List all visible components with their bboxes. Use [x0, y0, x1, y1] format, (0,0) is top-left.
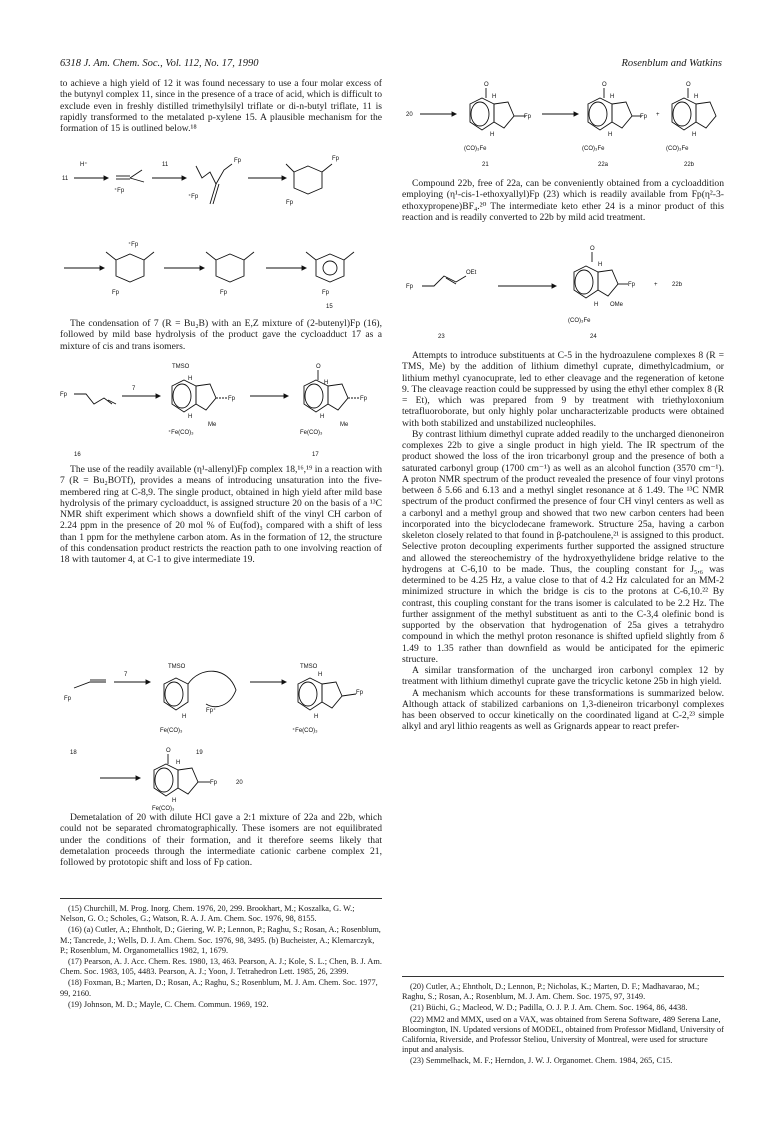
fp-label: Fp [406, 284, 414, 290]
oet-label: OEt [466, 270, 477, 276]
right-paragraph-1-block [402, 178, 724, 223]
fe-label: ⁺Fe(CO)₃ [292, 728, 318, 734]
scheme-1 [60, 148, 382, 318]
fp-label: Fp [228, 396, 236, 402]
fp-label: Fp [234, 158, 242, 164]
footnote: (18) Foxman, B.; Marten, D.; Rosan, A.; Raghu, S.; Rosenblum, M. J. Am. Chem. Soc. 1977, 99, 2160. [60, 978, 378, 998]
footnote: (20) Cutler, A.; Ehntholt, D.; Lennon, P.; Nicholas, K.; Marten, D. F.; Madhavarao, M.; Raghu, S.; Rosan, A.; Rosenblum, M. J. Am. Chem. Soc. 1975, 97, 3149. [402, 982, 700, 1002]
fp-label: ⁺Fp [114, 188, 125, 194]
right-paragraph-4: A similar transformation of the uncharged iron carbonyl complex 12 by treatment with lithium dimethyl cuprate gave the tricyclic ketone 25b in high yield. [402, 665, 724, 688]
compound-label: 11 [62, 176, 69, 182]
left-paragraph-2: The condensation of 7 (R = Bu₂B) with an E,Z mixture of (2-butenyl)Fp (16), followed by mild base hydrolysis of the product gave the cycloadduct 17 as a mixture of cis and trans isomers. [60, 318, 382, 352]
h-label: H [594, 302, 599, 308]
fe-label: (CO)₃Fe [464, 146, 487, 152]
fp-label: Fp [60, 392, 68, 398]
ome-label: OMe [610, 302, 624, 308]
footnote: (21) Büchi, G.; Macleod, W. D.; Padilla, O. J. P. J. Am. Chem. Soc. 1964, 86, 4438. [410, 1003, 688, 1013]
o-label: O [484, 82, 489, 88]
reagent-label: 7 [124, 672, 128, 678]
h-label: H [598, 262, 603, 268]
plus-label: + [654, 282, 658, 288]
compound-label: 20 [406, 112, 413, 118]
right-paragraph-2: Attempts to introduce substituents at C-5 in the hydroazulene complexes 8 (R = TMS, Me) by the addition of lithium dimethyl cuprate, dimethylcadmium, or lithium methyl cyanocuprate, led to ether cleavage and the regeneration of ketone 9. The cleavage reaction could be suppressed by using the ethyl ether complex 8 (R = Et), which was prepared from 9 by treatment with triethyloxonium tetrafluoroborate, but only highly polar uncharacterizable products were obtained with both stabilized and unstabilized nucleophiles. [402, 350, 724, 429]
left-paragraph-3: The use of the readily available (η¹-allenyl)Fp complex 18,¹⁶,¹⁹ in a reaction with 7 (R = Bu₂BOTf), provides a means of introducing unsaturation into the five-membered ring at C-8,9. The single product, obtained in high yield after mild base hydrolysis of the primary cycloadduct, is assigned structure 20 on the basis of a ¹³C NMR shift experiment which shows a downfield shift of the vinyl CH carbon of 2.24 ppm in the presence of 20 mol % of Eu(fod)₃ compared with a shift of less than 1 ppm for the methylene carbon atom. As in the formation of 12, the structure of this condensation product restricts the reaction path to one involving reaction of 18 with tautomer 4, at C-1 to give intermediate 19. [60, 464, 382, 565]
compound-label: 22b [672, 282, 683, 288]
left-paragraph-4: Demetalation of 20 with dilute HCl gave a 2:1 mixture of 22a and 22b, which could not be separated chromatographically. These isomers are not equilibrated under the conditions of their formation, and it therefore seems likely that demetalation proceeds through the intermediate cationic carbene complex 21, followed by prototopic shift and loss of Fp cation. [60, 812, 382, 868]
fp-label: ⁺Fp [128, 242, 139, 248]
compound-label: 20 [236, 780, 243, 786]
footnote-rule-left [60, 898, 382, 899]
fe-label: Fe(CO)₃ [160, 728, 183, 734]
h-label: H [694, 94, 699, 100]
right-paragraph-3: By contrast lithium dimethyl cuprate added readily to the uncharged dienoneiron complexes 22b to give a single product in high yield. The IR spectrum of the product showed the loss of the iron tricarbonyl group and the presence of both a saturated carbonyl group (1700 cm⁻¹) as well as an alcohol function (3570 cm⁻¹). A proton NMR spectrum of the product revealed the presence of four vinyl protons between δ 5.66 and 6.13 and a methyl singlet resonance at δ 1.49. The ¹³C NMR spectrum of the product confirmed the presence of four CH vinyl centers as well as a carbonyl and a methyl group and showed that two new carbon centers had been incorporated into the bicyclodecane framework. Structure 25a, having a carbon skeleton closely related to that found in β-patchoulene,²¹ is assigned to this product. Selective proton decoupling experiments further supported the assigned structure and allowed the stereochemistry of the hydroxyethylidene bridge relative to the hydrogens at C-6,10 to be made. Thus, the coupling constant for J₅,₆ was determined to be 4.25 Hz, a value close to that of 4.2 Hz calculated for an MM-2 minimized structure in which the bridge is cis to the protons at C-6,10.²² By contrast, this coupling constant for the trans isomer is calculated to be 2.2 Hz. The further assignment of the methyl substituent as anti to the C-3,4 olefinic bond is supported by the observation that hydrogenation of 25a gives a tetrahydro compound in which the methyl proton resonance is shifted upfield slightly from δ 1.49 to 1.35 rather than downfield as would be anticipated for the epimeric structure. [402, 428, 724, 665]
o-label: O [166, 748, 171, 754]
left-paragraph-2-block [60, 318, 382, 352]
footnotes-right [402, 982, 724, 1068]
fp-label: Fp [640, 114, 648, 120]
fe-label: Fe(CO)₃ [300, 430, 323, 436]
scheme-5 [402, 240, 724, 344]
h-label: H [320, 414, 325, 420]
fp-label: Fp [524, 114, 532, 120]
h-label: H [188, 414, 193, 420]
footnotes-left [60, 904, 382, 1011]
fp-label: Fp [210, 780, 218, 786]
footnote: (16) (a) Cutler, A.; Ehntholt, D.; Giering, W. P.; Lennon, P.; Raghu, S.; Rosan, A.; Rosenblum, M.; Tancrede, J.; Wells, D. J. Am. Chem. Soc. 1976, 98, 3495. (b) Bucheister, A.; Klemarczyk, P.; Rosenblum, M. Organometallics 1982, 1, 1679. [60, 925, 381, 955]
fe-label: ⁺Fe(CO)₃ [168, 430, 194, 436]
running-header-left: 6318 J. Am. Chem. Soc., Vol. 112, No. 17, 1990 [60, 58, 259, 69]
fp-label: Fp [286, 200, 294, 206]
fe-label: (CO)₃Fe [568, 318, 591, 324]
me-label: Me [208, 422, 217, 428]
h-label: H [318, 672, 323, 678]
fp-label: Fp [360, 396, 368, 402]
right-paragraph-5: A mechanism which accounts for these transformations is summarized below. Although attack of stabilized carbanions on 1,3-dieneiron tricarbonyl complexes has been observed to occur kinetically on the coordinated ligand at C-2,²³ simple alkyl and aryl lithio reagents as well as Grignards appear to react prefer- [402, 687, 724, 733]
compound-label: 21 [482, 162, 489, 168]
footnote: (23) Semmelhack, M. F.; Herndon, J. W. J. Organomet. Chem. 1984, 265, C15. [410, 1056, 673, 1066]
reagent-label: H⁺ [80, 162, 88, 168]
compound-label: 15 [326, 304, 333, 310]
fp-label: Fp [628, 282, 636, 288]
left-paragraph-3-block [60, 464, 382, 565]
fp-label: Fp [332, 156, 340, 162]
o-label: O [316, 364, 321, 370]
scheme-4 [402, 78, 724, 174]
compound-label: 24 [590, 334, 597, 340]
fe-label: (CO)₃Fe [666, 146, 689, 152]
h-label: H [172, 798, 177, 804]
fp-label: Fp [64, 696, 72, 702]
h-label: H [492, 94, 497, 100]
footnote: (15) Churchill, M. Prog. Inorg. Chem. 1976, 20, 299. Brookhart, M.; Koszalka, G. W.; Nelson, G. O.; Scholes, G.; Watson, R. A. J. Am. Chem. Soc. 1976, 98, 8155. [60, 904, 355, 924]
left-paragraph-1-block [60, 78, 382, 134]
h-label: H [176, 760, 181, 766]
compound-label: 18 [70, 750, 77, 756]
fe-label: Fe(CO)₃ [152, 806, 175, 812]
fp-label: Fp⁺ [206, 708, 217, 714]
h-label: H [188, 376, 193, 382]
left-paragraph-1: to achieve a high yield of 12 it was found necessary to use a four molar excess of the butynyl complex 11, since in the presence of a trace of acid, which is difficult to exclude even in freshly distilled trimethylsilyl triflate or di-n-butyl triflate, 11 is rapidly transformed to the metalated p-xylene 15. A plausible mechanism for the formation of 15 is outlined below.¹⁸ [60, 78, 382, 134]
h-label: H [692, 132, 697, 138]
h-label: H [490, 132, 495, 138]
footnote-rule-right [402, 976, 724, 977]
tmso-label: TMSO [172, 364, 190, 370]
tmso-label: TMSO [300, 664, 318, 670]
fp-label: Fp [356, 690, 364, 696]
h-label: H [314, 714, 319, 720]
right-paragraph-2-block [402, 350, 724, 733]
compound-label: 23 [438, 334, 445, 340]
left-paragraph-4-block [60, 812, 382, 868]
me-label: Me [340, 422, 349, 428]
compound-label: 19 [196, 750, 203, 756]
right-paragraph-1: Compound 22b, free of 22a, can be conveniently obtained from a cycloaddition employing (η¹-cis-1-ethoxyallyl)Fp (23) which is readily available from Fp(η²-3-ethoxypropene)BF₄.²⁰ The intermediate keto ether 24 is a minor product of this reaction and is readily converted to 22b by mild acid treatment. [402, 178, 724, 223]
fp-label: Fp [112, 290, 120, 296]
fp-label: ⁺Fp [188, 194, 199, 200]
fp-label: Fp [322, 290, 330, 296]
plus-label: + [656, 112, 660, 118]
scheme-2 [60, 356, 382, 462]
h-label: H [610, 94, 615, 100]
fp-label: Fp [220, 290, 228, 296]
fe-label: (CO)₃Fe [582, 146, 605, 152]
reagent-label: 7 [132, 386, 136, 392]
o-label: O [602, 82, 607, 88]
compound-label: 22b [684, 162, 695, 168]
o-label: O [590, 246, 595, 252]
reagent-label: 11 [162, 162, 169, 168]
o-label: O [686, 82, 691, 88]
scheme-3 [60, 660, 382, 812]
compound-label: 22a [598, 162, 609, 168]
running-header-right: Rosenblum and Watkins [621, 58, 722, 69]
footnote: (17) Pearson, A. J. Acc. Chem. Res. 1980, 13, 463. Pearson, A. J.; Kole, S. L.; Chen, B. J. Am. Chem. Soc. 1983, 105, 4483. Pearson, A. J.; Yoon, J. Tetrahedron Lett. 1985, 26, 2399. [60, 957, 382, 977]
h-label: H [324, 380, 329, 386]
h-label: H [608, 132, 613, 138]
compound-label: 17 [312, 452, 319, 458]
footnote: (19) Johnson, M. D.; Mayle, C. Chem. Commun. 1969, 192. [68, 999, 269, 1009]
footnote: (22) MM2 and MMX, used on a VAX, was obtained from Serena Software, 489 Serena Lane, Bloomington, IN. Updated versions of MODEL, obtained from Professor Midland, University of California, Riverside, and Professor Steliou, University of Montreal, were used for structure input and analysis. [402, 1014, 724, 1055]
h-label: H [182, 714, 187, 720]
tmso-label: TMSO [168, 664, 186, 670]
compound-label: 16 [74, 452, 81, 458]
